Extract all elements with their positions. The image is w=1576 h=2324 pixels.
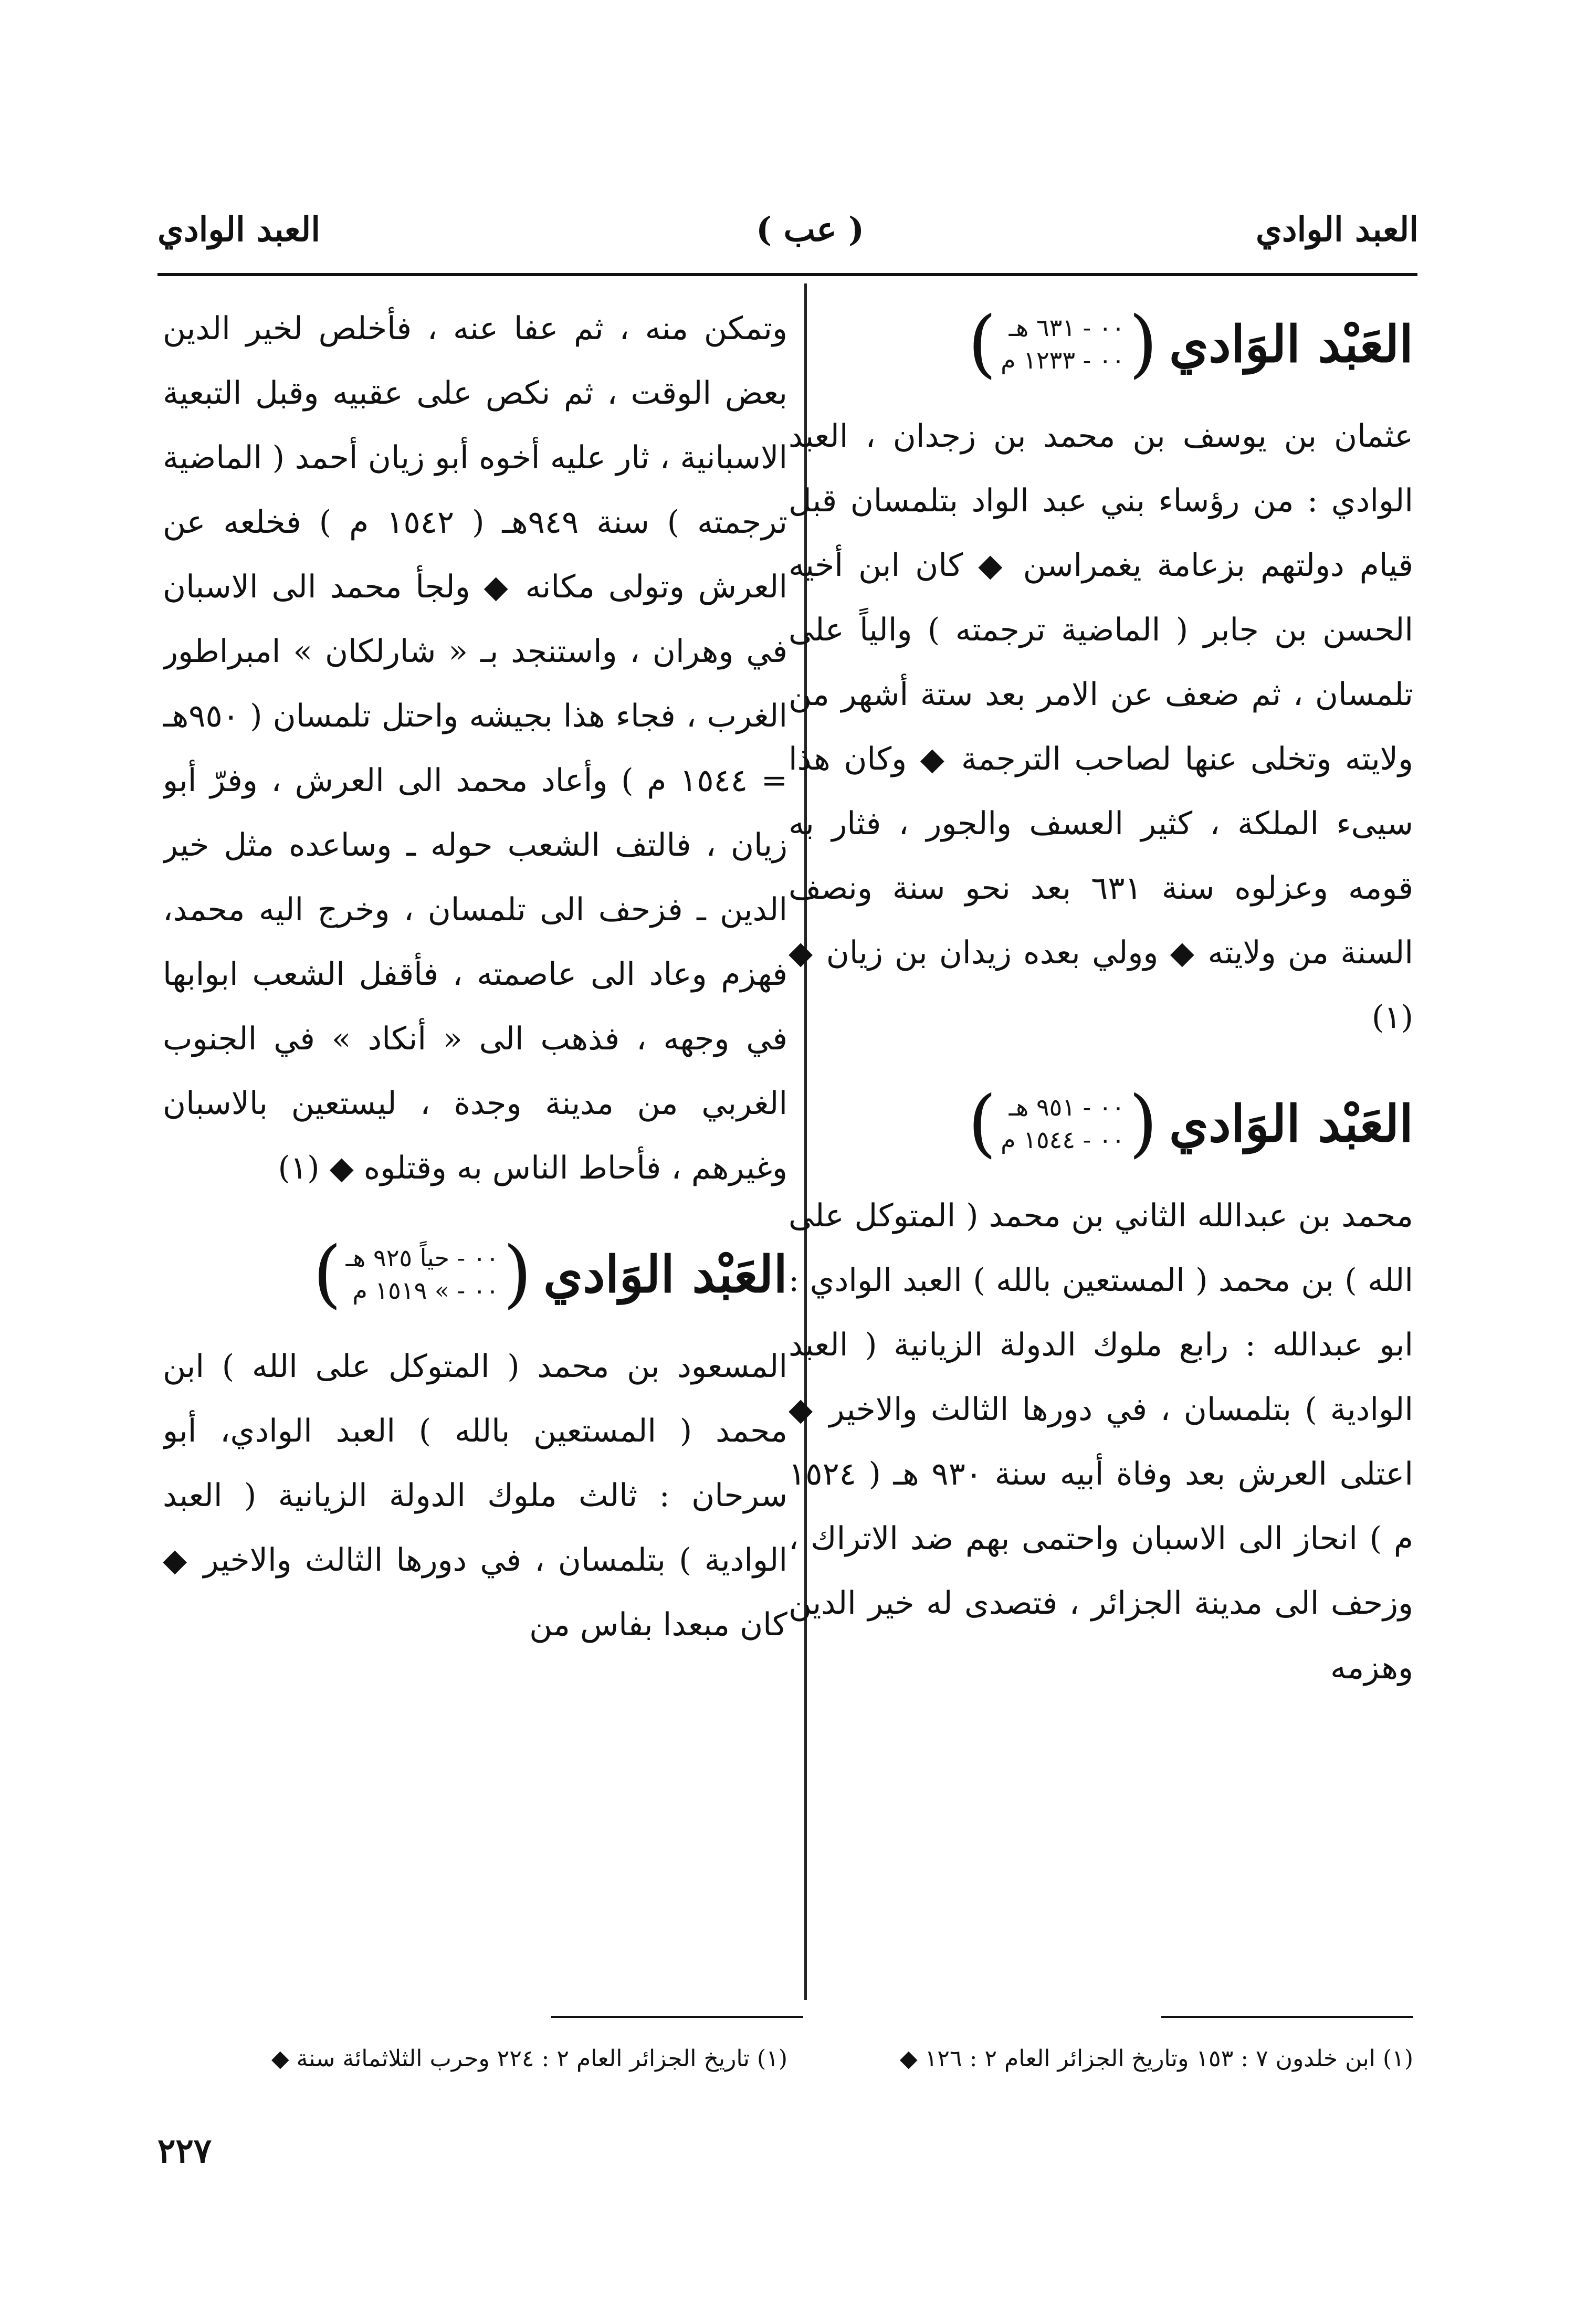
entry-text: محمد بن عبدالله الثاني بن محمد ( المتوكل على الله ) بن محمد ( المستعين بالله ) العبد الوادي : ابو عبدالله : رابع ملوك الدولة الزيانية ( العبد الوادية ) بتلمسان ، في دورها الثالث والاخير ◆ اعتلى العرش بعد وفاة أبيه سنة ٩٣٠ هـ ( ١٥٢٤ م ) انحاز الى الاسبان واحتمى بهم ضد الاتراك ، وزحف الى مدينة الجزائر ، فتصدى له خير الدين وهزمه	[789, 1197, 1413, 1686]
entry-continuation: وتمكن منه ، ثم عفا عنه ، فأخلص لخير الدين بعض الوقت ، ثم نكص على عقبيه وقبل التبعية الاسبانية ، ثار عليه أخوه أبو زيان أحمد ( الماضية ترجمته ) سنة ٩٤٩هـ ( ١٥٤٢ م ) فخلعه عن العرش وتولى مكانه ◆ ولجأ محمد الى الاسبان في وهران ، واستنجد بـ « شارلكان » امبراطور الغرب ، فجاء هذا بجيشه واحتل تلمسان ( ٩٥٠هـ = ١٥٤٤ م ) وأعاد محمد الى العرش ، وفرّ أبو زيان ، فالتف الشعب حوله ـ وساعده مثل خير الدين ـ فزحف الى تلمسان ، وخرج اليه محمد، فهزم وعاد الى عاصمته ، فأقفل الشعب ابوابها في وجهه ، فذهب الى « أنكاد » في الجنوب الغربي من مدينة وجدة ، ليستعين بالاسبان وغيرهم ، فأحاط الناس به وقتلوه ◆ (١)	[163, 310, 787, 1186]
entry-dates: ( ٠٠ - ٩٥١ هـ ٠٠ - ١٥٤٤ م )	[968, 1080, 1158, 1166]
footnote-left: (١) تاريخ الجزائر العام ٢ : ٢٢٤ وحرب الثلاثمائة سنة ◆	[271, 2045, 787, 2072]
entry-name: العَبْد الوَادي	[1169, 1093, 1413, 1153]
header-rule	[157, 273, 1417, 276]
date-hijri: ٠٠ - حياً ٩٢٥ هـ	[345, 1244, 499, 1272]
entry-text: المسعود بن محمد ( المتوكل على الله ) ابن محمد ( المستعين بالله ) العبد الوادي، أبو سرحان : ثالث ملوك الدولة الزيانية ( العبد الوادية ) بتلمسان ، في دورها الثالث والاخير ◆ كان مبعدا بفاس من	[163, 1348, 787, 1643]
entry-text: عثمان بن يوسف بن محمد بن زجدان ، العبد الوادي : من رؤساء بني عبد الواد بتلمسان قبل قيام دولتهم بزعامة يغمراسن ◆ كان ابن أخيه الحسن بن جابر ( الماضية ترجمته ) والياً على تلمسان ، ثم ضعف عن الامر بعد ستة أشهر من ولايته وتخلى عنها لصاحب الترجمة ◆ وكان هذا سيىء الملكة ، كثير العسف والجور ، فثار به قومه وعزلوه سنة ٦٣١ بعد نحو سنة ونصف السنة من ولايته ◆ وولي بعده زيدان بن زيان ◆ (١)	[789, 418, 1413, 1036]
column-left	[163, 297, 787, 2000]
date-gregorian: ٠٠ - ١٥٤٤ م	[1001, 1126, 1125, 1154]
running-head-center: ( عب )	[756, 210, 865, 249]
entry-dates: ( ٠٠ - حياً ٩٢٥ هـ ٠٠ - » ١٥١٩ م )	[313, 1231, 532, 1317]
footnote-right: (١) ابن خلدون ٧ : ١٥٣ وتاريخ الجزائر العام ٢ : ١٢٦ ◆	[899, 2045, 1413, 2072]
footnote-rule-left	[551, 2016, 803, 2018]
footnote-rule-right	[1161, 2016, 1413, 2018]
date-hijri: ٠٠ - ٦٣١ هـ	[1008, 313, 1125, 342]
entry-title	[163, 1231, 787, 1317]
running-head-right: العبد الوادي	[1255, 210, 1419, 249]
date-gregorian: ٠٠ - ١٢٣٣ م	[1001, 346, 1125, 374]
running-head-left: العبد الوادي	[157, 210, 321, 249]
entry-dates: ( ٠٠ - ٦٣١ هـ ٠٠ - ١٢٣٣ م )	[968, 301, 1158, 386]
entry-name: العَبْد الوَادي	[1169, 314, 1413, 374]
column-right	[789, 297, 1413, 2000]
entry-name: العَبْد الوَادي	[543, 1244, 787, 1304]
page-number: ٢٢٧	[157, 2131, 212, 2171]
entry-title	[789, 301, 1413, 386]
date-gregorian: ٠٠ - » ١٥١٩ م	[352, 1276, 499, 1305]
date-hijri: ٠٠ - ٩٥١ هـ	[1008, 1093, 1125, 1121]
entry-title	[789, 1080, 1413, 1166]
